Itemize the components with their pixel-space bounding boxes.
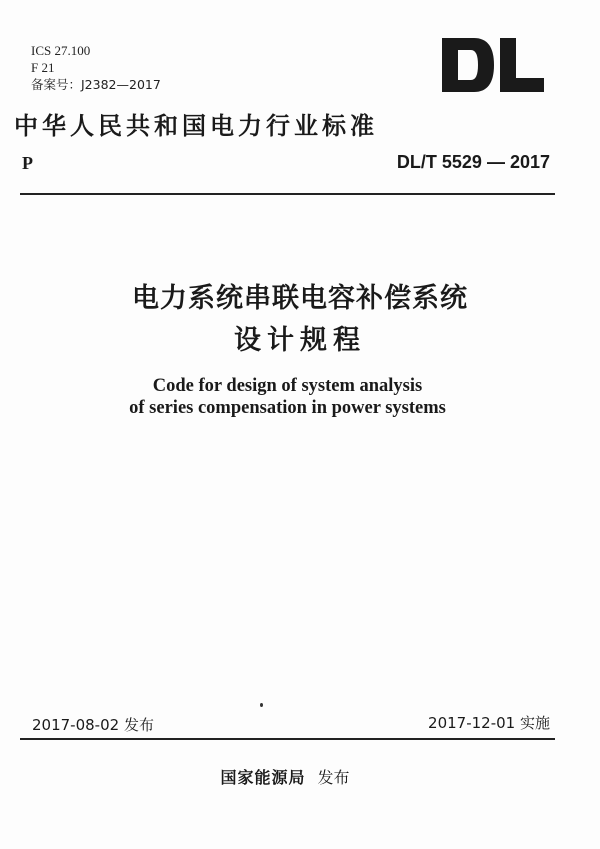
header-divider — [20, 193, 555, 195]
title-chinese-line-2: 设计规程 — [234, 325, 366, 356]
implementation-date: 2017-12-01 实施 — [428, 714, 550, 732]
filing-number: 备案号：J2382—2017 — [31, 77, 161, 92]
metadata-block — [31, 42, 161, 93]
ics-code: ICS 27.100 — [31, 43, 91, 58]
ccs-code: F 21 — [31, 60, 55, 75]
title-english-line-1: Code for design of system analysis — [152, 376, 423, 396]
title-english-line-2: of series compensation in power systems — [129, 398, 446, 418]
issue-verb: 发布 — [317, 768, 350, 787]
title-chinese-line-1: 电力系统串联电容补偿系统 — [132, 283, 468, 314]
issue-date: 2017-08-02 发布 — [32, 716, 154, 734]
standard-number: DL/T 5529 — 2017 — [396, 152, 550, 172]
standard-category: 中华人民共和国电力行业标准 — [14, 111, 378, 140]
footer-divider — [20, 738, 555, 740]
issuing-organization: 国家能源局 — [220, 768, 306, 787]
classification-letter: P — [22, 153, 33, 173]
issuer-line — [0, 765, 570, 788]
dl-logo — [438, 32, 548, 98]
print-speck — [260, 703, 263, 707]
